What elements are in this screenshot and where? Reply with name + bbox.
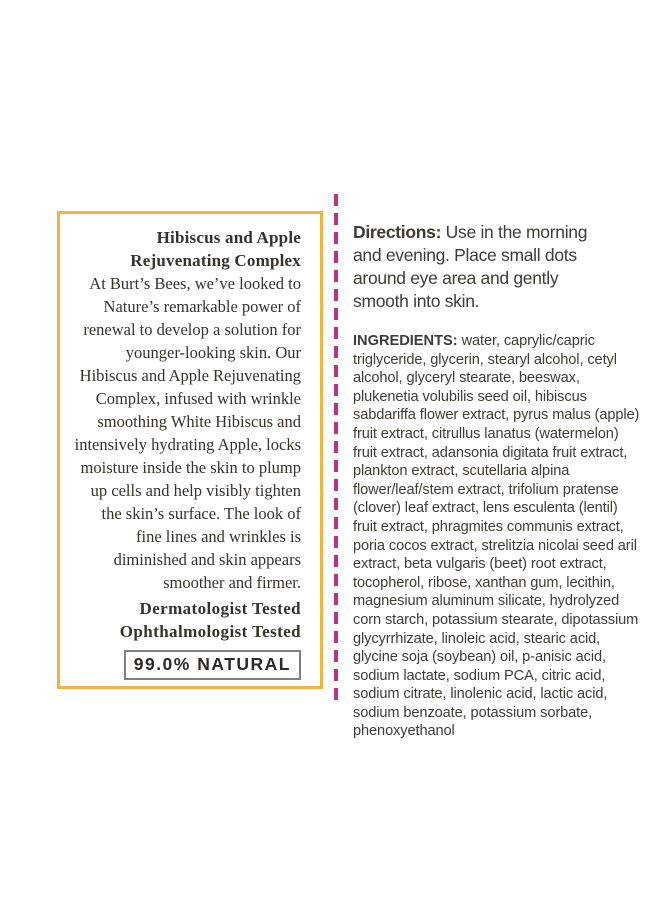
tested-claims xyxy=(72,597,301,643)
panel-heading: Hibiscus and Apple Rejuvenating Complex xyxy=(130,228,301,270)
panel-body-text: At Burt’s Bees, we’ve looked to Nature’s remarkable power of renewal to develop a solution for younger-looking skin. Our Hibiscus and Apple Rejuvenating Complex, infused with wrinkle smoothing White Hibiscus and intensively hydrating Apple, locks moisture inside the skin to plump up cells and help visibly tighten the skin’s surface. The look of fine lines and wrinkles is diminished and skin appears smoother and firmer. xyxy=(74,274,301,592)
ingredients-label: INGREDIENTS: xyxy=(353,333,458,349)
natural-badge: 99.0% NATURAL xyxy=(124,650,301,680)
natural-badge-row xyxy=(72,650,301,680)
tested-line-dermatologist: Dermatologist Tested xyxy=(139,599,301,618)
directions-text: Use in the morning and evening. Place small dots around eye area and gently smooth into skin. xyxy=(353,222,588,311)
ingredients-text: water, caprylic/capric triglyceride, glycerin, stearyl alcohol, cetyl alcohol, glyceryl stearate, beeswax, plukenetia volubilis seed oil, hibiscus sabdariffa flower extract, pyrus malus (apple) fruit extract, citrullus lanatus (watermelon) fruit extract, adansonia digitata fruit extract, plankton extract, scutellaria alpina flower/leaf/stem extract, trifolium pratense (clover) leaf extract, lens esculenta (lentil) fruit extract, phragmites communis extract, poria cocos extract, strelitzia nicolai seed aril extract, beta vulgaris (beet) root extract, tocopherol, ribose, xanthan gum, lecithin, magnesium aluminum silicate, hydrolyzed corn starch, potassium stearate, dipotassium glycyrrhizate, linoleic acid, stearic acid, glycine soja (soybean) oil, p-anisic acid, sodium lactate, sodium PCA, citric acid, sodium citrate, linolenic acid, lactic acid, sodium benzoate, potassium sorbate, phenoxyethanol xyxy=(353,333,640,740)
ingredients-paragraph xyxy=(353,332,641,741)
dashed-divider xyxy=(334,194,338,707)
directions-label: Directions: xyxy=(353,222,442,242)
description-panel xyxy=(57,211,323,689)
tested-line-ophthalmologist: Ophthalmologist Tested xyxy=(119,622,301,641)
directions-paragraph xyxy=(353,221,613,313)
usage-panel xyxy=(353,221,643,741)
